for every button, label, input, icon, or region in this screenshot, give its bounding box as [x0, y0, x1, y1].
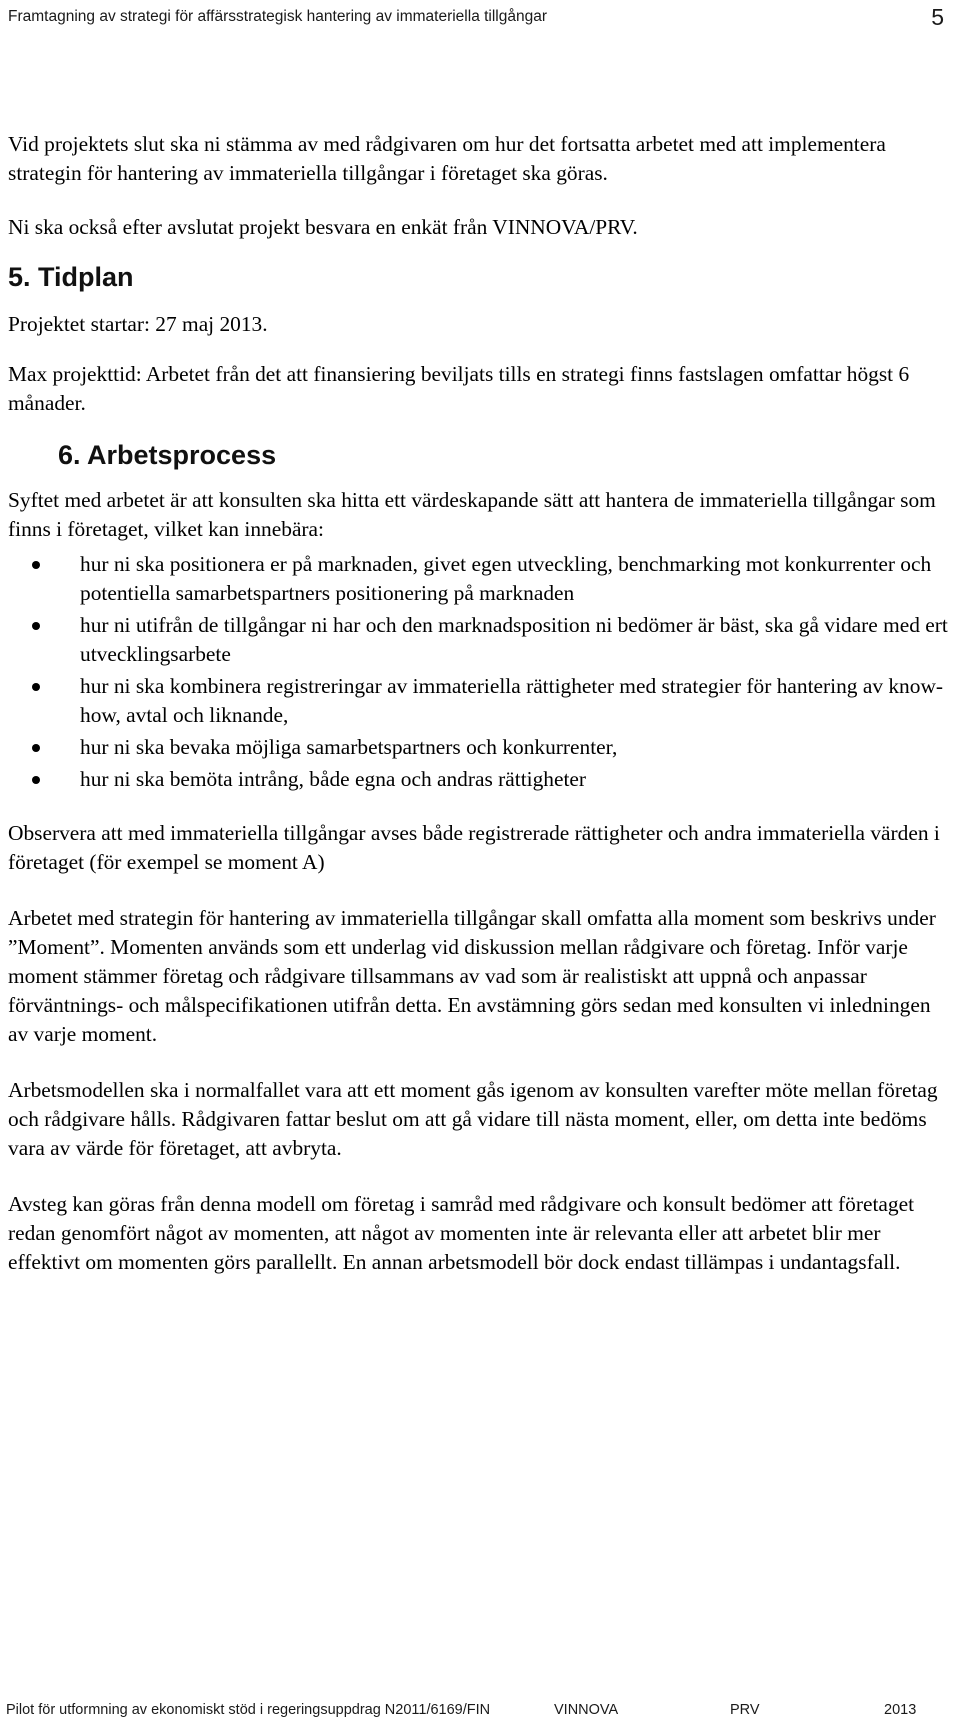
- work-model-paragraph: Arbetsmodellen ska i normalfallet vara att ett moment gås igenom av konsulten varefter möte mellan företag och rådgivare hålls. Rådgivaren fattar beslut om att gå vidare till nästa moment, eller, om detta inte bedöms vara av värde för företaget, att avbryta.: [8, 1078, 938, 1160]
- page-footer: [6, 1702, 952, 1724]
- list-item: [8, 672, 954, 730]
- deviation-paragraph: Avsteg kan göras från denna modell om företag i samråd med rådgivare och konsult bedömer att företaget redan genomfört något av momenten, att något av momenten inte är relevanta eller att arbetet blir mer effektivt om momenten görs parallellt. En annan arbetsmodell bör dock endast tillämpas i undantagsfall.: [8, 1192, 915, 1274]
- list-item-text: hur ni ska bemöta intrång, både egna och andras rättigheter: [80, 767, 587, 791]
- bullet-icon: [32, 622, 40, 630]
- list-item-text: hur ni ska positionera er på marknaden, givet egen utveckling, benchmarking mot konkurrenter och potentiella samarbetspartners positionering på marknaden: [80, 552, 932, 605]
- list-item: [8, 550, 954, 608]
- page-header: [8, 4, 948, 36]
- section-heading-tidplan: 5. Tidplan: [8, 262, 134, 292]
- observation-paragraph: Observera att med immateriella tillgångar avses både registrerade rättigheter och andra immateriella värden i företaget (för exempel se moment A): [8, 821, 940, 874]
- footer-project-text: Pilot för utformning av ekonomiskt stöd i regeringsuppdrag N2011/6169/FIN: [6, 1702, 491, 1718]
- bullet-icon: [32, 776, 40, 784]
- page-number: 5: [931, 4, 944, 30]
- bullet-icon: [32, 683, 40, 691]
- list-item-text: hur ni utifrån de tillgångar ni har och den marknadsposition ni bedömer är bäst, ska gå vidare med ert utvecklingsarbete: [80, 613, 948, 666]
- section-heading-arbetsprocess: 6. Arbetsprocess: [58, 440, 277, 470]
- intro-paragraph: Vid projektets slut ska ni stämma av med rådgivaren om hur det fortsatta arbetet med att implementera strategin för hantering av immateriella tillgångar i företaget ska göras.: [8, 132, 886, 185]
- list-item: [8, 765, 954, 794]
- max-project-time-text: Max projekttid: Arbetet från det att finansiering beviljats tills en strategi finns fastslagen omfattar högst 6 månader.: [8, 362, 910, 415]
- header-title: Framtagning av strategi för affärsstrategisk hantering av immateriella tillgångar: [8, 8, 548, 25]
- strategy-work-paragraph: Arbetet med strategin för hantering av immateriella tillgångar skall omfatta alla moment som beskrivs under ”Moment”. Momenten används som ett underlag vid diskussion mellan rådgivare och företag. Inför varje moment stämmer företag och rådgivare tillsammans av vad som är realistiskt att uppnå och anpassar förväntnings- och målspecifikationen utifrån detta. En avstämning görs sedan med konsulten vi inledningen av varje moment.: [8, 906, 936, 1046]
- purpose-bullet-list: [8, 550, 954, 794]
- bullet-icon: [32, 744, 40, 752]
- document-body: [8, 130, 954, 1277]
- bullet-icon: [32, 561, 40, 569]
- footer-year: 2013: [884, 1702, 917, 1718]
- survey-paragraph: Ni ska också efter avslutat projekt besvara en enkät från VINNOVA/PRV.: [8, 215, 638, 239]
- project-start-text: Projektet startar: 27 maj 2013.: [8, 312, 268, 336]
- list-item: [8, 733, 954, 762]
- list-item-text: hur ni ska kombinera registreringar av immateriella rättigheter med strategier för hantering av know-how, avtal och liknande,: [80, 674, 944, 727]
- arbetsprocess-intro: Syftet med arbetet är att konsulten ska hitta ett värdeskapande sätt att hantera de immateriella tillgångar som finns i företaget, vilket kan innebära:: [8, 488, 936, 541]
- list-item-text: hur ni ska bevaka möjliga samarbetspartners och konkurrenter,: [80, 735, 618, 759]
- footer-org-vinnova: VINNOVA: [554, 1702, 619, 1718]
- list-item: [8, 611, 954, 669]
- footer-org-prv: PRV: [730, 1702, 760, 1718]
